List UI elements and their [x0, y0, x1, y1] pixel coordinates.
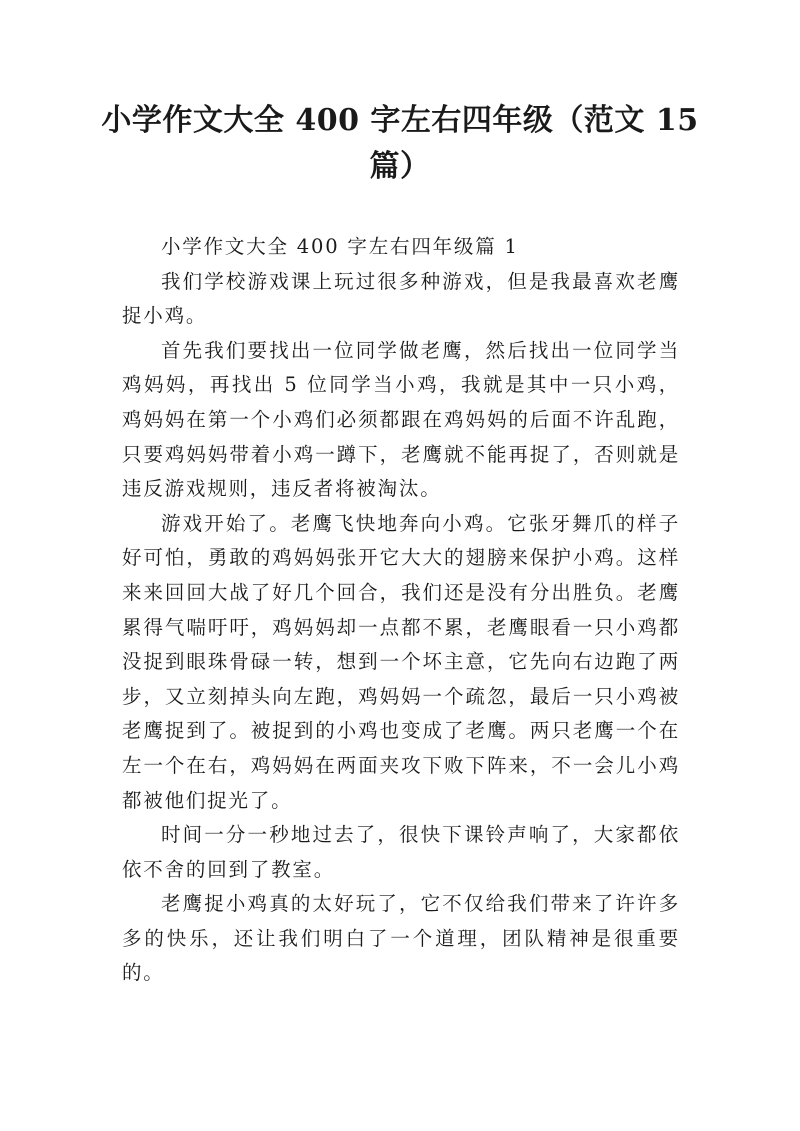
paragraph: 我们学校游戏课上玩过很多种游戏，但是我最喜欢老鹰捉小鸡。	[122, 269, 680, 328]
document-body	[122, 230, 680, 991]
paragraph: 时间一分一秒地过去了，很快下课铃声响了，大家都依依不舍的回到了教室。	[122, 823, 680, 881]
paragraph: 游戏开始了。老鹰飞快地奔向小鸡。它张牙舞爪的样子好可怕，勇敢的鸡妈妈张开它大大的翅膀来保护小鸡。这样来来回回大战了好几个回合，我们还是没有分出胜负。老鹰累得气喘吁吁，鸡妈妈却一点都不累，老鹰眼看一只小鸡都没捉到眼珠骨碌一转，想到一个坏主意，它先向右边跑了两步，又立刻掉头向左跑，鸡妈妈一个疏忽，最后一只小鸡被老鹰捉到了。被捉到的小鸡也变成了老鹰。两只老鹰一个在左一个在右，鸡妈妈在两面夹攻下败下阵来，不一会儿小鸡都被他们捉光了。	[122, 511, 680, 812]
paragraph: 首先我们要找出一位同学做老鹰，然后找出一位同学当鸡妈妈，再找出 5 位同学当小鸡，我就是其中一只小鸡，鸡妈妈在第一个小鸡们必须都跟在鸡妈妈的后面不许乱跑，只要鸡妈妈带着小鸡一蹲下，老鹰就不能再捉了，否则就是违反游戏规则，违反者将被淘汰。	[122, 338, 680, 501]
paragraph: 老鹰捉小鸡真的太好玩了，它不仅给我们带来了许许多多的快乐，还让我们明白了一个道理，团队精神是很重要的。	[122, 892, 680, 985]
section-heading: 小学作文大全 400 字左右四年级篇 1	[161, 235, 519, 258]
document-title: 小学作文大全 400 字左右四年级（范文 15 篇）	[101, 103, 699, 184]
